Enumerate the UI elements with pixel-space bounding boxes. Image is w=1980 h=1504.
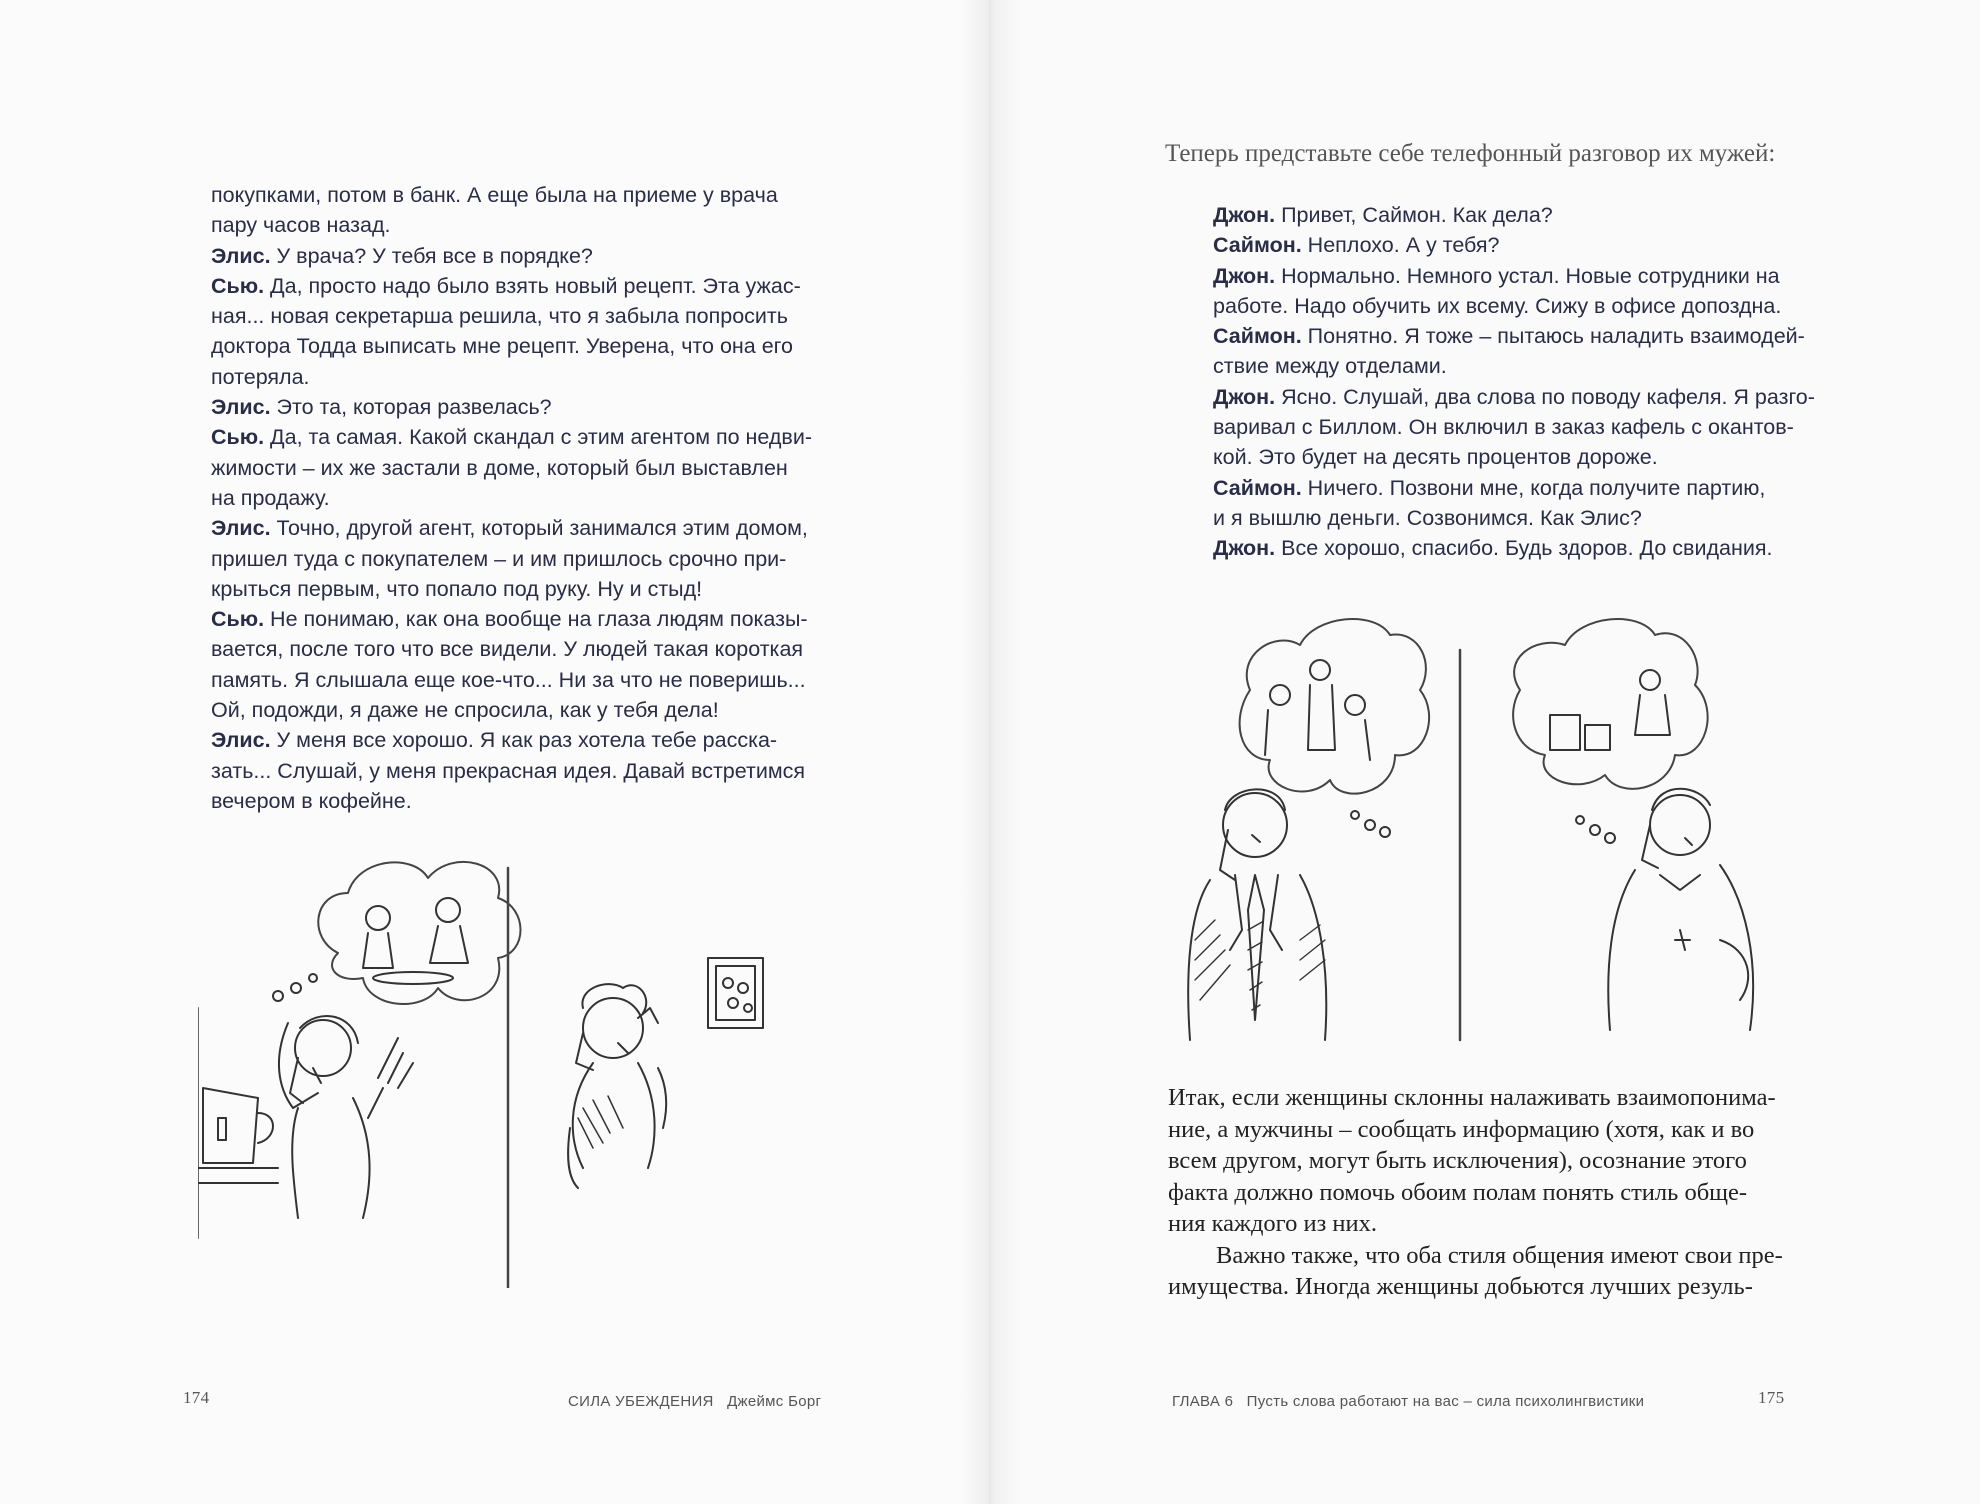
dialog-line [211,574,816,604]
dialog-line [211,544,816,574]
dialog-text: Ой, подожди, я даже не спросила, как у тебя дела! [211,698,719,723]
dialog-line [211,634,816,664]
dialog-text: покупками, потом в банк. А еще была на приеме у врача [211,183,778,207]
dialog-line [1213,473,1811,503]
dialog-line [211,695,816,725]
running-head-right: ГЛАВА 6 Пусть слова работают на вас – сила психолингвистики [1172,1393,1645,1410]
dialog-text: вечером в кофейне. [211,788,412,813]
speaker-name: Сью. [211,273,265,298]
left-illustration-women-phone [198,838,838,1288]
dialog-line [1213,533,1811,563]
dialog-text: доктора Тодда выписать мне рецепт. Уверена, что она его [211,334,793,359]
dialog-line [211,331,816,361]
dialog-text: Ничего. Позвони мне, когда получите партию, [1301,475,1766,500]
dialog-text: У меня все хорошо. Я как раз хотела тебе расска- [270,728,778,753]
body-line: Итак, если женщины склонны налаживать взаимопонима- [1168,1084,1776,1111]
dialog-line [1213,200,1811,230]
speaker-name: Элис. [211,395,271,420]
body-line: всем другом, могут быть исключения), осознание этого [1168,1147,1747,1174]
dialog-text: зать... Слушай, у меня прекрасная идея. Давай встретимся [211,758,806,783]
dialog-line [211,483,816,513]
dialog-line [1213,261,1811,291]
dialog-text: потеряла. [211,364,310,389]
speaker-name: Сью. [211,425,265,450]
dialog-line [211,210,816,240]
dialog-text: пару часов назад. [211,213,391,238]
right-intro-line: Теперь представьте себе телефонный разговор их мужей: [1165,140,1776,167]
dialog-line [211,453,816,483]
dialog-line [211,301,816,331]
dialog-line [211,725,816,755]
dialog-line [1213,230,1811,260]
dialog-text: память. Я слышала еще кое-что... Ни за что не поверишь... [211,667,806,692]
dialog-text: Это та, которая развелась? [270,395,552,420]
right-illustration-men-phone [1180,610,1820,1080]
running-head-left: СИЛА УБЕЖДЕНИЯ Джеймс Борг [568,1393,822,1410]
dialog-line [1213,503,1811,533]
speaker-name: Элис. [211,516,271,541]
speaker-name: Элис. [211,243,271,268]
dialog-line [1213,321,1811,351]
dialog-line [1213,382,1815,412]
dialog-text: варивал с Биллом. Он включил в заказ кафель с окантов- [1213,415,1794,440]
dialog-line [211,422,816,452]
dialog-text: пришел туда с покупателем – и им пришлось срочно при- [211,546,787,571]
dialog-line [211,604,816,634]
dialog-line [1213,351,1811,381]
dialog-line [211,513,816,543]
speaker-name: Саймон. [1213,233,1302,258]
body-line: Важно также, что оба стиля общения имеют свои пре- [1216,1241,1783,1269]
speaker-name: Сью. [211,607,265,632]
body-line: ние, а мужчины – сообщать информацию (хотя, как и во [1168,1115,1755,1143]
dialog-line [1213,442,1811,472]
dialog-text: Да, просто надо было взять новый рецепт. Эта ужас- [264,273,801,298]
page-number-right: 175 [1758,1388,1785,1407]
dialog-text: Привет, Саймон. Как дела? [1275,203,1553,227]
dialog-text: Понятно. Я тоже – пытаюсь наладить взаимодей- [1301,324,1805,349]
speaker-name: Джон. [1213,203,1276,227]
dialog-text: и я вышлю деньги. Созвонимся. Как Элис? [1213,505,1642,530]
dialog-text: Не понимаю, как она вообще на глаза людям показы- [264,607,808,632]
dialog-text: Да, та самая. Какой скандал с этим агентом по недви- [264,425,813,450]
right-body-text [1168,1082,1824,1303]
dialog-text: Все хорошо, спасибо. Будь здоров. До свидания. [1275,536,1773,561]
left-dialog-block [211,180,816,816]
body-line: ния каждого из них. [1168,1210,1377,1237]
page-number-left: 174 [183,1388,210,1407]
speaker-name: Джон. [1213,384,1276,409]
dialog-line [211,241,816,271]
dialog-text: на продажу. [211,485,330,510]
dialog-line [1213,291,1811,321]
speaker-name: Саймон. [1213,324,1302,349]
speaker-name: Саймон. [1213,475,1302,500]
dialog-text: жимости – их же застали в доме, который был выставлен [211,455,788,480]
dialog-text: Неплохо. А у тебя? [1301,233,1500,258]
right-dialog-block [1213,200,1815,564]
dialog-text: Точно, другой агент, который занимался этим домом, [270,516,808,541]
speaker-name: Джон. [1213,536,1276,561]
dialog-text: ствие между отделами. [1213,354,1447,379]
dialog-line [211,392,816,422]
dialog-line [211,271,816,301]
speaker-name: Джон. [1213,263,1276,288]
dialog-text: крыться первым, что попало под руку. Ну и стыд! [211,576,703,601]
dialog-text: вается, после того что все видели. У людей такая короткая [211,637,804,662]
dialog-text: У врача? У тебя все в порядке? [270,243,593,268]
dialog-text: Ясно. Слушай, два слова по поводу кафеля. Я разго- [1275,384,1815,409]
body-line: имущества. Иногда женщины добьются лучших резуль- [1168,1273,1753,1300]
dialog-line [211,756,816,786]
dialog-text: ная... новая секретарша решила, что я забыла попросить [211,304,788,329]
dialog-text: Нормально. Немного устал. Новые сотрудники на [1275,263,1780,288]
book-gutter [960,0,1020,1504]
speaker-name: Элис. [211,728,271,753]
dialog-line [211,665,816,695]
dialog-line [211,362,816,392]
body-line: факта должно помочь обоим полам понять стиль обще- [1168,1178,1748,1206]
dialog-line [211,786,816,816]
dialog-text: кой. Это будет на десять процентов дороже. [1213,445,1658,470]
dialog-line [1213,412,1811,442]
dialog-text: работе. Надо обучить их всему. Сижу в офисе допоздна. [1213,293,1782,318]
dialog-line [211,180,816,210]
